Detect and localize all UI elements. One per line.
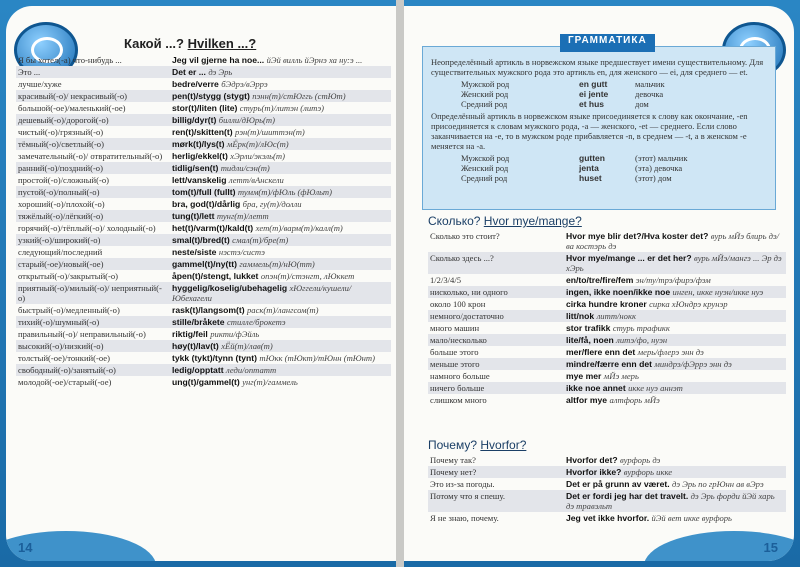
norwegian-cell: [170, 234, 391, 246]
transcription: мерь/флерэ энн дэ: [637, 347, 704, 357]
transcription: хЮггели/кушели/Юбехагели: [172, 283, 352, 303]
table-row: [16, 102, 391, 114]
transcription: инген, икке нуэн/икке нуэ: [672, 287, 764, 297]
norwegian-cell: [170, 186, 391, 198]
table-row: [428, 322, 786, 334]
russian-phrase: тёмный(-о)/светлый(-о): [18, 139, 104, 149]
transcription: вурь мЙэ блирь дэ/ва костэрь дэ: [566, 231, 780, 251]
russian-phrase: молодой(-ое)/старый(-ое): [18, 377, 112, 387]
grammar-example-row: [461, 99, 767, 109]
norwegian-cell: [170, 162, 391, 174]
grammar-example-row: [461, 89, 767, 99]
norwegian-phrase: bra, god(t)/dårlig: [172, 199, 241, 209]
transcription: хЁй(т)/лав(т): [221, 341, 273, 351]
table-row: [16, 364, 391, 376]
table-row: [16, 90, 391, 102]
table-row: [16, 270, 391, 282]
norwegian-phrase: stor trafikk: [566, 323, 611, 333]
norwegian-phrase: lite/få, noen: [566, 335, 614, 345]
norwegian-cell: [170, 78, 391, 90]
norwegian-phrase: ren(t)/skitten(t): [172, 127, 233, 137]
page-title: [124, 36, 256, 51]
transcription: стурь трафикк: [612, 323, 670, 333]
russian-phrase: тихий(-о)/шумный(-о): [18, 317, 100, 327]
norwegian-cell: [564, 454, 786, 466]
table-row: [428, 334, 786, 346]
transcription: рэн(т)/шиттэн(т): [235, 127, 305, 137]
norwegian-phrase: mer/flere enn det: [566, 347, 636, 357]
russian-translation: мальчик: [635, 79, 665, 89]
norwegian-example: et hus: [579, 99, 605, 109]
norwegian-phrase: pen(t)/stygg (stygt): [172, 91, 250, 101]
norwegian-phrase: stille/bråkete: [172, 317, 225, 327]
norwegian-phrase: Jeg vet ikke hvorfor.: [566, 513, 650, 523]
norwegian-phrase: Det er på grunn av været.: [566, 479, 670, 489]
norwegian-cell: [564, 370, 786, 382]
norwegian-cell: [564, 358, 786, 370]
transcription: пэнн(т)/стЮггь (стЮт): [252, 91, 346, 101]
norwegian-cell: [170, 150, 391, 162]
transcription: вурь мЙэ/мангэ ... Эр дэ хЭрь: [566, 253, 782, 273]
norwegian-cell: [564, 310, 786, 322]
norwegian-cell: [170, 90, 391, 102]
russian-phrase: следующий/последний: [18, 247, 103, 257]
section-heading-no: Hvorfor?: [480, 438, 527, 452]
transcription: гаммель(т)/нЮ(тт): [239, 259, 315, 269]
page-number: 14: [18, 540, 33, 555]
norwegian-cell: [170, 54, 391, 66]
norwegian-phrase: het(t)/varm(t)/kald(t): [172, 223, 254, 233]
norwegian-example: en gutt: [579, 79, 608, 89]
transcription: йЭй вилль йЭрнэ ха ну:э ...: [266, 55, 363, 65]
norwegian-cell: [170, 328, 391, 340]
table-row: [16, 316, 391, 328]
russian-phrase: тяжёлый(-о)/лёгкий(-о): [18, 211, 104, 221]
gender-label: Мужской род: [461, 79, 510, 89]
right-page: [404, 6, 794, 561]
norwegian-cell: [564, 230, 786, 252]
norwegian-phrase: litt/nok: [566, 311, 595, 321]
russian-phrase: правильный(-о)/ неправильный(-о): [18, 329, 146, 339]
grammar-example-list: [461, 153, 767, 183]
russian-phrase: немного/достаточно: [430, 311, 504, 321]
transcription: стилле/брокетэ: [226, 317, 286, 327]
transcription: стурь(т)/литэн (литэ): [239, 103, 325, 113]
transcription: билли/дЮрь(т): [218, 115, 275, 125]
russian-phrase: около 100 крон: [430, 299, 486, 309]
russian-phrase: Почему так?: [430, 455, 476, 465]
russian-phrase: Это из-за погоды.: [430, 479, 495, 489]
transcription: литт/нокк: [596, 311, 637, 321]
russian-phrase: узкий(-о)/широкий(-о): [18, 235, 101, 245]
russian-phrase: Почему нет?: [430, 467, 477, 477]
russian-phrase: большой(-ое)/маленький(-ое): [18, 103, 126, 113]
transcription: нэстэ/систэ: [218, 247, 265, 257]
table-row: [428, 358, 786, 370]
russian-phrase: намного больше: [430, 371, 490, 381]
russian-phrase: толстый(-ое)/тонкий(-ое): [18, 353, 110, 363]
section-heading-why: [428, 438, 526, 452]
grammar-example-list: [461, 79, 767, 109]
norwegian-phrase: ingen, ikke noen/ikke noe: [566, 287, 671, 297]
russian-phrase: мало/несколько: [430, 335, 487, 345]
table-row: [428, 490, 786, 512]
russian-phrase: быстрый(-о)/медленный(-о): [18, 305, 120, 315]
norwegian-cell: [170, 210, 391, 222]
table-row: [428, 230, 786, 252]
norwegian-cell: [170, 114, 391, 126]
phrase-table-how-much: [428, 230, 786, 406]
norwegian-phrase: neste/siste: [172, 247, 217, 257]
transcription: бЭдрэ/вЭррэ: [221, 79, 268, 89]
norwegian-cell: [564, 252, 786, 274]
norwegian-phrase: cirka hundre kroner: [566, 299, 647, 309]
norwegian-cell: [564, 334, 786, 346]
gender-label: Мужской род: [461, 153, 510, 163]
transcription: хЭрли/экэль(т): [230, 151, 285, 161]
norwegian-phrase: riktig/feil: [172, 329, 208, 339]
norwegian-phrase: Det er fordi jeg har det travelt.: [566, 491, 689, 501]
grammar-mid-text: Определённый артикль в норвежском языке присоединяется к слову как окончание, -en присоединяется к словам мужского рода, -a — женского, -et — среднего. Если слово заканчивается на -e, то в мужском роде прибавляется -n, в среднем — -t, а в женском -e меняется на -a.: [431, 111, 748, 151]
russian-phrase: Потому что я спешу.: [430, 491, 505, 501]
norwegian-cell: [170, 364, 391, 376]
transcription: бра, гу(т)/долли: [242, 199, 302, 209]
table-row: [16, 328, 391, 340]
norwegian-cell: [170, 222, 391, 234]
russian-translation: (эта) девочка: [635, 163, 683, 173]
russian-phrase: замечательный(-о)/ отвратительный(-о): [18, 151, 163, 161]
section-heading-no: Hvor mye/mange?: [483, 214, 582, 228]
russian-phrase: лучше/хуже: [18, 79, 62, 89]
russian-phrase: больше этого: [430, 347, 479, 357]
norwegian-phrase: Hvorfor ikke?: [566, 467, 622, 477]
transcription: икке нуэ аннэт: [628, 383, 683, 393]
vocabulary-table: [16, 54, 391, 388]
norwegian-phrase: åpen(t)/stengt, lukket: [172, 271, 259, 281]
transcription: летт/вАнскели: [228, 175, 284, 185]
russian-phrase: Я не знаю, почему.: [430, 513, 499, 523]
table-row: [428, 466, 786, 478]
transcription: мЁрк(т)/лЮс(т): [226, 139, 289, 149]
table-row: [16, 186, 391, 198]
norwegian-phrase: Hvor mye blir det?/Hva koster det?: [566, 231, 709, 241]
norwegian-cell: [170, 270, 391, 282]
table-row: [16, 150, 391, 162]
transcription: эн/ту/трэ/фирэ/фэм: [635, 275, 711, 285]
section-heading-how-much: [428, 214, 582, 228]
table-row: [428, 252, 786, 274]
table-row: [16, 174, 391, 186]
norwegian-cell: [170, 258, 391, 270]
norwegian-cell: [564, 274, 786, 286]
transcription: опэн(т)/стэнгт, лЮккет: [260, 271, 355, 281]
norwegian-cell: [170, 376, 391, 388]
left-page: [6, 6, 396, 561]
russian-phrase: простой(-о)/сложный(-о): [18, 175, 110, 185]
russian-phrase: пустой(-о)/полный(-о): [18, 187, 100, 197]
table-row: [16, 210, 391, 222]
norwegian-cell: [170, 126, 391, 138]
transcription: раск(т)/лангсом(т): [246, 305, 319, 315]
norwegian-cell: [170, 66, 391, 78]
norwegian-cell: [564, 286, 786, 298]
norwegian-phrase: smal(t)/bred(t): [172, 235, 230, 245]
grammar-title: ГРАММАТИКА: [560, 34, 655, 52]
title-ru: Какой ...?: [124, 36, 188, 51]
transcription: тЮкк (тЮкт)/тЮнн (тЮнт): [259, 353, 375, 363]
norwegian-phrase: gammel(t)/ny(tt): [172, 259, 237, 269]
table-row: [16, 234, 391, 246]
norwegian-cell: [170, 174, 391, 186]
table-row: [16, 340, 391, 352]
norwegian-phrase: stor(t)/liten (lite): [172, 103, 238, 113]
transcription: сирка хЮндрэ крунэр: [649, 299, 728, 309]
transcription: леди/оптатт: [225, 365, 277, 375]
table-row: [16, 66, 391, 78]
table-row: [16, 78, 391, 90]
norwegian-phrase: mye mer: [566, 371, 602, 381]
norwegian-phrase: Jeg vil gjerne ha noe...: [172, 55, 265, 65]
norwegian-cell: [564, 466, 786, 478]
russian-phrase: хороший(-о)/плохой(-о): [18, 199, 105, 209]
russian-phrase: нисколько, ни одного: [430, 287, 508, 297]
title-no: Hvilken ...?: [187, 36, 257, 51]
norwegian-phrase: tom(t)/full (fullt): [172, 187, 236, 197]
norwegian-cell: [564, 382, 786, 394]
norwegian-phrase: hyggelig/koselig/ubehagelig: [172, 283, 288, 293]
russian-phrase: Сколько это стоит?: [430, 231, 500, 241]
norwegian-cell: [170, 304, 391, 316]
grammar-intro: Неопределённый артикль в норвежском языке предшествует имени существительному. Для существительных мужского рода это артикль en, для женского — ei, для среднего — et.: [431, 57, 764, 77]
table-row: [16, 126, 391, 138]
transcription: вурфорь дэ: [619, 455, 661, 465]
table-row: [16, 282, 391, 304]
norwegian-cell: [170, 340, 391, 352]
russian-phrase: красивый(-о)/ некрасивый(-о): [18, 91, 127, 101]
book-gutter: [396, 0, 404, 567]
norwegian-cell: [170, 282, 391, 304]
russian-translation: (этот) дом: [635, 173, 672, 183]
table-row: [16, 258, 391, 270]
norwegian-cell: [170, 102, 391, 114]
transcription: тунг(т)/летт: [216, 211, 269, 221]
table-row: [16, 138, 391, 150]
norwegian-example: gutten: [579, 153, 605, 163]
norwegian-example: huset: [579, 173, 602, 183]
norwegian-cell: [564, 478, 786, 490]
norwegian-cell: [564, 322, 786, 334]
russian-phrase: много машин: [430, 323, 480, 333]
norwegian-example: ei jente: [579, 89, 609, 99]
page-number: 15: [763, 540, 778, 555]
norwegian-phrase: ung(t)/gammel(t): [172, 377, 240, 387]
norwegian-phrase: tidlig/sen(t): [172, 163, 219, 173]
table-row: [16, 246, 391, 258]
norwegian-phrase: en/to/tre/fire/fem: [566, 275, 634, 285]
phrase-table-why: [428, 454, 786, 524]
transcription: тумм(т)/фЮль (фЮльт): [237, 187, 332, 197]
transcription: литэ/фо, нуэн: [616, 335, 668, 345]
transcription: мЙэ мерь: [603, 371, 639, 381]
norwegian-cell: [170, 316, 391, 328]
russian-phrase: Сколько здесь ...?: [430, 253, 494, 263]
russian-phrase: Это ...: [18, 67, 41, 77]
table-row: [16, 54, 391, 66]
transcription: алтфорь мЙэ: [609, 395, 660, 405]
russian-phrase: меньше этого: [430, 359, 480, 369]
table-row: [428, 454, 786, 466]
russian-phrase: открытый(-о)/закрытый(-о): [18, 271, 119, 281]
norwegian-cell: [564, 490, 786, 512]
table-row: [16, 114, 391, 126]
norwegian-cell: [564, 298, 786, 310]
transcription: дэ Эрь: [208, 67, 233, 77]
norwegian-cell: [170, 138, 391, 150]
norwegian-phrase: lett/vanskelig: [172, 175, 227, 185]
table-row: [16, 162, 391, 174]
norwegian-phrase: tykk (tykt)/tynn (tynt): [172, 353, 257, 363]
norwegian-cell: [564, 394, 786, 406]
table-row: [428, 382, 786, 394]
transcription: дэ Эрь форди йЭй харь дэ травэльт: [566, 491, 775, 511]
table-row: [16, 376, 391, 388]
norwegian-phrase: herlig/ekkel(t): [172, 151, 228, 161]
gender-label: Средний род: [461, 99, 508, 109]
table-row: [428, 370, 786, 382]
russian-phrase: ничего больше: [430, 383, 485, 393]
russian-phrase: приятный(-о)/милый(-о)/ неприятный(-о): [18, 283, 162, 303]
russian-translation: дом: [635, 99, 649, 109]
table-row: [428, 274, 786, 286]
norwegian-cell: [564, 512, 786, 524]
grammar-example-row: [461, 153, 767, 163]
russian-phrase: высокий(-о)/низкий(-о): [18, 341, 104, 351]
table-row: [428, 512, 786, 524]
gender-label: Средний род: [461, 173, 508, 183]
transcription: унг(т)/гаммель: [242, 377, 298, 387]
norwegian-cell: [564, 346, 786, 358]
grammar-example-row: [461, 173, 767, 183]
grammar-example-row: [461, 79, 767, 89]
table-row: [16, 304, 391, 316]
norwegian-phrase: Det er ...: [172, 67, 206, 77]
table-row: [428, 298, 786, 310]
grammar-example-row: [461, 163, 767, 173]
transcription: дэ Эрь по грЮнн ав вЭрэ: [672, 479, 764, 489]
norwegian-cell: [170, 198, 391, 210]
norwegian-phrase: bedre/verre: [172, 79, 219, 89]
norwegian-phrase: altfor mye: [566, 395, 608, 405]
transcription: рикти/фЭйль: [210, 329, 260, 339]
table-row: [428, 346, 786, 358]
norwegian-phrase: ikke noe annet: [566, 383, 626, 393]
table-row: [428, 286, 786, 298]
russian-phrase: свободный(-о)/занятый(-о): [18, 365, 116, 375]
table-row: [428, 310, 786, 322]
transcription: смал(т)/бре(т): [232, 235, 289, 245]
russian-translation: (этот) мальчик: [635, 153, 688, 163]
transcription: миндрэ/фЭррэ энн дэ: [654, 359, 732, 369]
table-row: [428, 478, 786, 490]
transcription: хет(т)/варм(т)/калл(т): [255, 223, 343, 233]
table-row: [16, 222, 391, 234]
norwegian-phrase: Hvor mye/mange ... er det her?: [566, 253, 692, 263]
norwegian-phrase: rask(t)/langsom(t): [172, 305, 245, 315]
transcription: йЭй вет икке вурфорь: [651, 513, 732, 523]
norwegian-example: jenta: [579, 163, 599, 173]
norwegian-phrase: Hvorfor det?: [566, 455, 618, 465]
transcription: тидли/сэн(т): [220, 163, 270, 173]
norwegian-cell: [170, 246, 391, 258]
russian-phrase: слишком много: [430, 395, 487, 405]
russian-phrase: чистый(-о)/грязный(-о): [18, 127, 104, 137]
norwegian-phrase: ledig/opptatt: [172, 365, 224, 375]
table-row: [428, 394, 786, 406]
russian-translation: девочка: [635, 89, 664, 99]
table-row: [16, 198, 391, 210]
norwegian-cell: [170, 352, 391, 364]
russian-phrase: дешевый(-о)/дорогой(-о): [18, 115, 109, 125]
section-heading-ru: Почему?: [428, 438, 481, 452]
norwegian-phrase: billig/dyr(t): [172, 115, 217, 125]
gender-label: Женский род: [461, 89, 509, 99]
norwegian-phrase: mindre/færre enn det: [566, 359, 652, 369]
grammar-box: [422, 46, 776, 210]
transcription: вурфорь икке: [623, 467, 673, 477]
russian-phrase: ранний(-о)/поздний(-о): [18, 163, 103, 173]
norwegian-phrase: mørk(t)/lys(t): [172, 139, 225, 149]
russian-phrase: Я бы хотел(-а) что-нибудь ...: [18, 55, 122, 65]
section-heading-ru: Сколько?: [428, 214, 484, 228]
gender-label: Женский род: [461, 163, 509, 173]
russian-phrase: старый(-ое)/новый(-ое): [18, 259, 104, 269]
russian-phrase: горячий(-о)/тёплый(-о)/ холодный(-о): [18, 223, 156, 233]
norwegian-phrase: tung(t)/lett: [172, 211, 215, 221]
table-row: [16, 352, 391, 364]
norwegian-phrase: høy(t)/lav(t): [172, 341, 219, 351]
russian-phrase: 1/2/3/4/5: [430, 275, 462, 285]
